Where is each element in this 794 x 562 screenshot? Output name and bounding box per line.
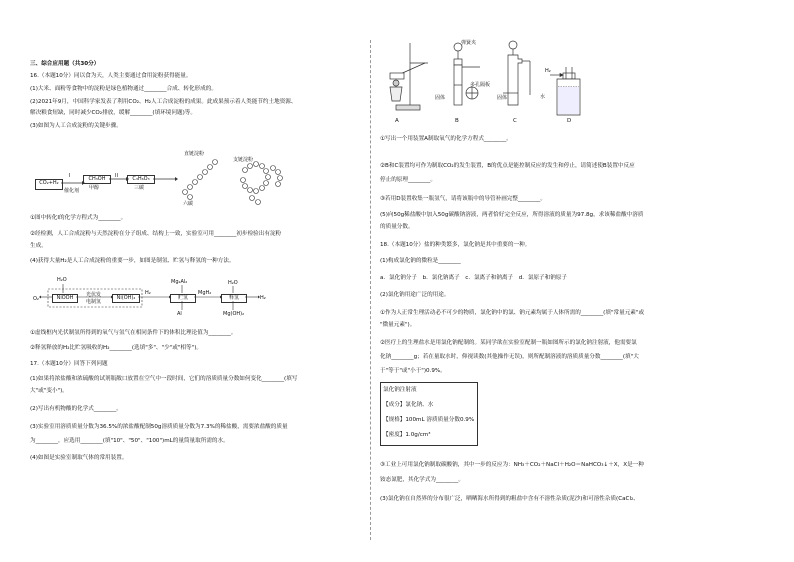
q18-3a: ③工业上可用氯化钠制取碳酸钠，其中一步的反应为：NH₃＋CO₂＋NaCl＋H₂O＝NaHCO₃↓＋X，X是一种	[380, 462, 644, 468]
label-box-title: 氯化钠注射液	[383, 387, 417, 393]
injection-label-box	[380, 382, 478, 446]
section-title: 三、综合应用题（共30分）	[30, 61, 100, 67]
q18-1: (1)构成氯化钠的微粒是________	[380, 258, 461, 264]
flow2-box4: 释氢	[221, 294, 247, 303]
label-clip: 弹簧夹	[461, 40, 477, 46]
q18-4: (3)氯化钠在自然界的分布很广泛，晒晒海水所得到的粗盐中含有不溶性杂质(泥沙)和可溶性杂质(CaCl₂、	[380, 496, 639, 502]
apparatus-label-d: D	[567, 118, 572, 124]
q17-3b: 为________，应选用________(填"10"、"50"、"100")mL的量筒量取所需的水。	[30, 438, 229, 444]
q17-intro: 17.（本题10分）回答下列问题	[30, 361, 108, 367]
flow2-mgoh: Mg(OH)₂	[223, 311, 245, 317]
flow1-box1-sub: 甲醇	[89, 185, 100, 191]
q17-5b: 的质量分数。	[380, 224, 414, 230]
flow2-middle: 光伏发	[86, 292, 102, 298]
label-box-line2: 【规格】100mL 溶质质量分数0.9%	[383, 417, 475, 423]
q17-1b: 大"或"变小")。	[30, 388, 68, 394]
q18-3b: 铵态氮肥，其化学式为________。	[380, 477, 464, 483]
label-water: 水	[540, 94, 546, 100]
flow2-mg: Mg₂Al₂	[171, 279, 188, 285]
q16-intro: 16.（本题10分）同以食为天，人类主要通过食用淀粉获得能量。	[30, 73, 192, 79]
q16-3b: ②经检测，人工合成淀粉与天然淀粉在分子组成、结构上一致，实验室可用________初步检验出有淀粉	[30, 231, 282, 237]
flow2-box1: NiOOH	[52, 294, 78, 303]
column-divider	[370, 40, 371, 540]
flow1-box1: CH₃OH	[83, 175, 111, 184]
q17-4c: ③若用D装置收集一瓶氢气，请将该瓶中的导管补画完整________。	[380, 196, 546, 202]
flow2-middle2: 电制氢	[86, 299, 102, 305]
flow2-h2o2: H₂O	[228, 280, 238, 286]
q18-intro: 18.（本题10分）盐的种类繁多，氯化钠是其中重要的一种。	[380, 242, 531, 248]
q16-4b: ②释氢释放的H₂比贮氢吸收的H₂________(选填"多"、"少"或"相等")。	[30, 345, 202, 351]
flow2-h2o: H₂O	[57, 277, 67, 283]
q16-4a: ①虚线框内光伏制氢所得到的氧气与氢气在相同条件下的体积比理论值为________。	[30, 330, 237, 336]
q16-3: (3)如图为人工合成淀粉的关键步骤。	[30, 123, 122, 129]
apparatus-label-c: C	[513, 118, 517, 124]
q18-2b3: 于"等于"或"小于")0.9%。	[380, 368, 446, 374]
label-plate: 多孔隔板	[470, 82, 491, 88]
q17-1a: (1)如果将浓盐酸和浓硫酸的试剂瓶敞口放置在空气中一段时间，它们的溶质质量分数如何变化________(填写	[30, 376, 298, 382]
label-solid2: 固体	[497, 95, 508, 101]
flow1-label-branch: 支链淀粉	[233, 157, 254, 163]
q17-2: (2)写出有机物酸的化学式________。	[30, 406, 122, 412]
flow1-start: CO₂+H₂	[35, 179, 63, 190]
q17-4a: ①写出一个用装置A制取氧气的化学方程式________。	[380, 136, 512, 142]
flow1-step1-sub: 催化剂	[64, 188, 80, 194]
flow2-box3: 贮氢	[170, 294, 196, 303]
q17-4b1: ②B和C装置均可作为制取CO₂的发生装置，B的优点是能控制反应的发生和停止，请简述使B装置中反应	[380, 163, 635, 169]
q16-4: (4)获得大量H₂是人工合成淀粉的重要一步，如图是制氢、贮氢与释氢的一种方法。	[30, 258, 235, 264]
label-box-line3: 【密度】1.0g/cm³	[383, 432, 431, 438]
flow2-o2: O₂	[33, 296, 39, 302]
flow1-label-straight: 直链淀粉	[184, 151, 205, 157]
q17-5: (5)向50g稀盐酸中加入50g碳酸钠溶液，两者恰好完全反应，所得溶液的质量为97.8g，求该稀盐酸中溶质	[380, 212, 644, 218]
q16-2b: 解决粮食短缺，同时减少CO₂排放，缓解________(填环境问题)等。	[30, 110, 196, 116]
q17-4b2: 停止的原理________。	[380, 177, 436, 183]
q16-1: (1)大米、面粉等食物中的淀粉是绿色植物通过________合成、转化形成的。	[30, 86, 217, 92]
flow2-h2: H₂	[145, 290, 151, 296]
q18-2: (2)氯化钠用途广泛的用途。	[380, 292, 450, 298]
q18-2b2: 化钠________g；若在量取水时，仰视读数(其他操作无误)，则所配制溶液的溶质质量分数________(填"大	[380, 354, 639, 360]
flow1-box2: C₃H₆O₃	[127, 175, 155, 184]
q16-3a: ①图中转化I的化学方程式为________。	[30, 215, 127, 221]
flow2-mgh2: MgH₂	[198, 290, 212, 296]
flow1-step2: II	[115, 173, 118, 179]
q18-2a: ①作为人正常生理活动必不可少的物质，氯化钠中的氯、钠元素均属于人体所需的________(填"常量元素"或	[380, 310, 645, 316]
q16-3b2: 生成。	[30, 243, 47, 249]
q16-2a: (2)2021年9月，中国科学家发表了利用CO₂、H₂人工合成淀粉的成果。此成果预示着人类能节约土地资源、	[30, 99, 297, 105]
flow2-h2out: H₂	[260, 295, 266, 301]
flow1-label-six: 六碳	[183, 201, 194, 207]
q18-2a2: "微量元素")。	[380, 322, 416, 328]
flow1-step1: I	[69, 173, 71, 179]
label-box-line1: 【成分】氯化钠、水	[383, 402, 434, 408]
q17-4: (4)如图是实验室制取气体的常用装置。	[30, 455, 128, 461]
label-h2: H₂	[545, 68, 551, 74]
apparatus-label-b: B	[455, 118, 459, 124]
flow2-graphics	[30, 270, 360, 330]
apparatus-drawing	[380, 35, 774, 125]
flow1-box2-sub: 三碳	[134, 185, 145, 191]
q18-1opts: a．氯化钠分子 b．氯化钠离子 c．氯离子和钠离子 d．氯原子和钠原子	[380, 275, 568, 281]
flow2-al: Al	[177, 311, 182, 317]
q18-2b1: ②医疗上的生理盐水是用氯化钠配制的。某同学欲在实验室配制一瓶如图所示的氯化钠注射液，他需要氯	[380, 340, 637, 346]
flow2-box2: Ni(OH)₂	[112, 294, 140, 303]
q17-3a: (3)实验室用溶质质量分数为36.5%的浓盐酸配制50g溶质质量分数为7.3%的稀盐酸，需要浓盐酸的质量	[30, 424, 288, 430]
label-solid1: 固体	[435, 95, 446, 101]
apparatus-label-a: A	[395, 118, 399, 124]
